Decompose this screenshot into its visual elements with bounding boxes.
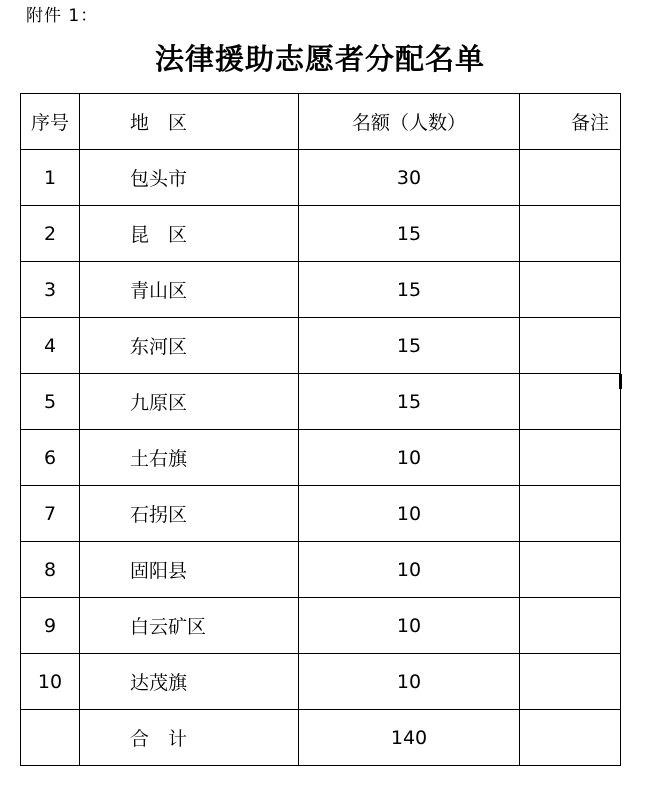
cell-area: 九原区 xyxy=(80,374,299,430)
total-serial-number xyxy=(21,710,80,766)
cell-quota: 10 xyxy=(299,542,520,598)
cell-quota: 30 xyxy=(299,150,520,206)
total-quota: 140 xyxy=(299,710,520,766)
cell-area: 青山区 xyxy=(80,262,299,318)
cell-quota: 10 xyxy=(299,654,520,710)
table-total-row xyxy=(21,710,621,766)
table-row xyxy=(21,374,621,430)
header-serial-number: 序号 xyxy=(21,94,80,150)
cell-serial-number: 2 xyxy=(21,206,80,262)
cell-note xyxy=(520,486,621,542)
cell-note xyxy=(520,262,621,318)
cell-note xyxy=(520,654,621,710)
table-row xyxy=(21,262,621,318)
table-row xyxy=(21,430,621,486)
cell-quota: 15 xyxy=(299,206,520,262)
cell-serial-number: 8 xyxy=(21,542,80,598)
cell-serial-number: 3 xyxy=(21,262,80,318)
cell-area: 白云矿区 xyxy=(80,598,299,654)
table-row xyxy=(21,206,621,262)
table-row xyxy=(21,150,621,206)
cell-note xyxy=(520,374,621,430)
cell-serial-number: 1 xyxy=(21,150,80,206)
table-row xyxy=(21,318,621,374)
header-quota: 名额（人数） xyxy=(299,94,520,150)
volunteer-allocation-table xyxy=(20,93,621,766)
header-area: 地 区 xyxy=(80,94,299,150)
cell-serial-number: 10 xyxy=(21,654,80,710)
cell-note xyxy=(520,318,621,374)
cell-serial-number: 4 xyxy=(21,318,80,374)
cell-note xyxy=(520,206,621,262)
cell-area: 包头市 xyxy=(80,150,299,206)
cell-note xyxy=(520,430,621,486)
cell-quota: 10 xyxy=(299,486,520,542)
table-row xyxy=(21,542,621,598)
table-header-row xyxy=(21,94,621,150)
cell-quota: 15 xyxy=(299,262,520,318)
header-note: 备注 xyxy=(520,94,621,150)
cell-area: 石拐区 xyxy=(80,486,299,542)
cell-area: 固阳县 xyxy=(80,542,299,598)
cell-area: 土右旗 xyxy=(80,430,299,486)
cell-quota: 10 xyxy=(299,430,520,486)
total-note xyxy=(520,710,621,766)
cell-area: 昆 区 xyxy=(80,206,299,262)
cell-area: 东河区 xyxy=(80,318,299,374)
cell-quota: 10 xyxy=(299,598,520,654)
cell-serial-number: 7 xyxy=(21,486,80,542)
table-edge-mark xyxy=(619,374,622,389)
cell-note xyxy=(520,150,621,206)
cell-serial-number: 5 xyxy=(21,374,80,430)
cell-serial-number: 9 xyxy=(21,598,80,654)
total-label: 合 计 xyxy=(80,710,299,766)
table-row xyxy=(21,598,621,654)
cell-serial-number: 6 xyxy=(21,430,80,486)
cell-note xyxy=(520,598,621,654)
cell-area: 达茂旗 xyxy=(80,654,299,710)
cell-note xyxy=(520,542,621,598)
cell-quota: 15 xyxy=(299,374,520,430)
document-title: 法律援助志愿者分配名单 xyxy=(154,42,485,76)
cell-quota: 15 xyxy=(299,318,520,374)
table-row xyxy=(21,486,621,542)
table-row xyxy=(21,654,621,710)
attachment-label: 附件 1： xyxy=(26,6,99,26)
